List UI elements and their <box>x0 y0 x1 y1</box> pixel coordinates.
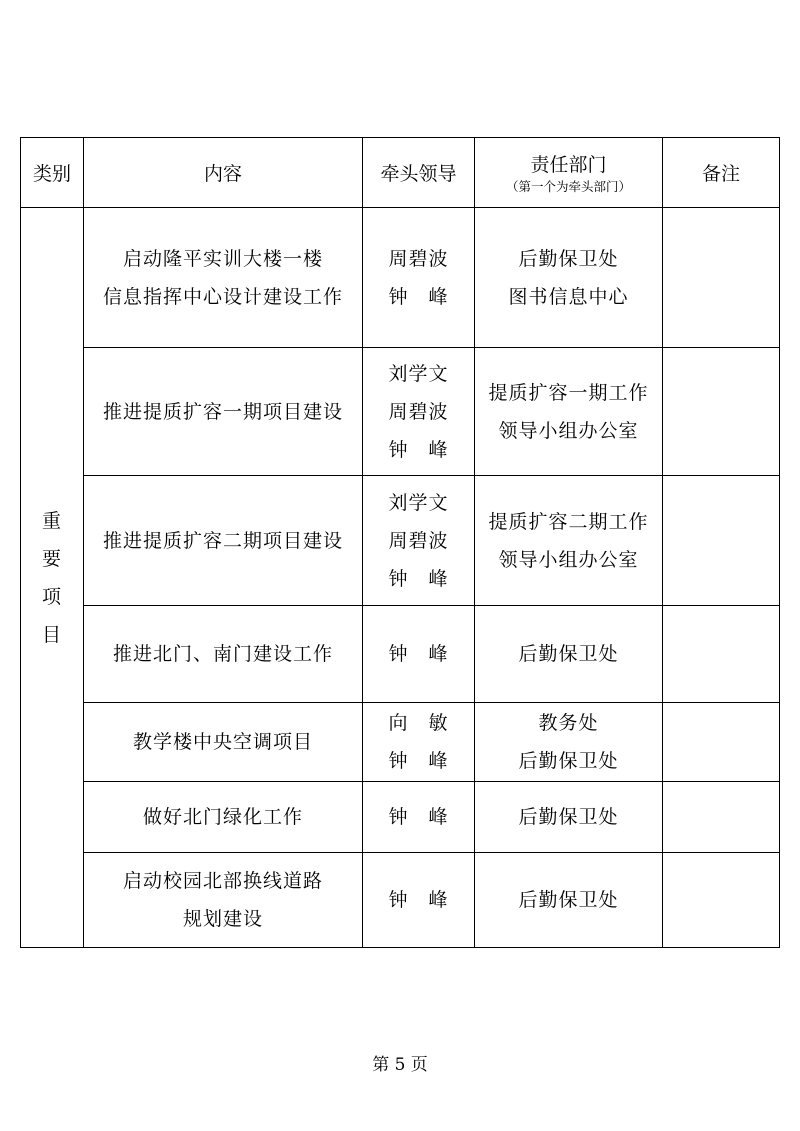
note-cell <box>663 476 780 606</box>
leader-cell-line: 刘学文 <box>388 491 449 514</box>
dept-cell-line: 后勤保卫处 <box>518 750 619 772</box>
leader-cell <box>363 208 475 348</box>
leader-cell-line: 钟 峰 <box>388 889 449 911</box>
content-cell <box>84 782 363 853</box>
table-row <box>21 853 780 948</box>
category-char: 重 <box>41 509 62 532</box>
content-cell-line: 推进提质扩容二期项目建设 <box>102 529 343 552</box>
note-cell <box>663 606 780 703</box>
dept-cell <box>475 782 663 853</box>
dept-cell <box>475 853 663 948</box>
note-cell <box>663 782 780 853</box>
leader-cell-line: 钟 峰 <box>388 567 449 590</box>
leader-cell <box>363 606 475 703</box>
leader-cell <box>363 348 475 476</box>
dept-cell-line: 后勤保卫处 <box>518 806 619 828</box>
category-char: 项 <box>41 585 62 608</box>
leader-cell-line: 钟 峰 <box>388 438 449 461</box>
dept-cell <box>475 476 663 606</box>
leader-cell <box>363 476 475 606</box>
table-row <box>21 208 780 348</box>
dept-cell-line: 领导小组办公室 <box>498 548 639 571</box>
leader-cell-line: 钟 峰 <box>388 285 449 308</box>
leader-cell-line: 向 敏 <box>388 712 449 734</box>
page-number: 第 5 页 <box>372 1055 428 1075</box>
leader-cell-line: 钟 峰 <box>388 643 449 665</box>
content-cell <box>84 208 363 348</box>
leader-cell <box>363 853 475 948</box>
dept-cell-line: 后勤保卫处 <box>518 643 619 665</box>
leader-cell <box>363 782 475 853</box>
content-cell-line: 信息指挥中心设计建设工作 <box>102 285 343 308</box>
content-cell-line: 启动隆平实训大楼一楼 <box>122 247 323 270</box>
content-cell-line: 推进北门、南门建设工作 <box>112 643 333 665</box>
header-dept <box>475 138 663 208</box>
dept-cell <box>475 348 663 476</box>
note-cell <box>663 208 780 348</box>
content-cell <box>84 476 363 606</box>
content-cell <box>84 703 363 782</box>
note-cell <box>663 703 780 782</box>
content-cell-line: 启动校园北部换线道路 <box>122 870 323 892</box>
dept-cell-line: 后勤保卫处 <box>518 889 619 911</box>
table-row <box>21 782 780 853</box>
leader-cell-line: 周碧波 <box>388 400 449 423</box>
category-cell <box>21 208 84 948</box>
dept-cell-line: 提质扩容二期工作 <box>488 510 649 533</box>
table-row <box>21 348 780 476</box>
dept-cell-line: 领导小组办公室 <box>498 419 639 442</box>
leader-cell-line: 刘学文 <box>388 362 449 385</box>
header-content: 内容 <box>84 138 363 208</box>
leader-cell-line: 钟 峰 <box>388 806 449 828</box>
header-row <box>21 138 780 208</box>
table-row <box>21 476 780 606</box>
category-char: 要 <box>41 547 62 570</box>
dept-cell-line: 图书信息中心 <box>508 285 629 308</box>
dept-cell <box>475 703 663 782</box>
header-leader: 牵头领导 <box>363 138 475 208</box>
dept-cell-line: 教务处 <box>538 712 599 734</box>
content-cell-line: 做好北门绿化工作 <box>142 806 303 828</box>
dept-cell <box>475 208 663 348</box>
content-cell-line: 推进提质扩容一期项目建设 <box>102 400 343 423</box>
note-cell <box>663 853 780 948</box>
leader-cell-line: 周碧波 <box>388 529 449 552</box>
header-note: 备注 <box>663 138 780 208</box>
category-char: 目 <box>41 623 62 646</box>
header-category: 类别 <box>21 138 84 208</box>
leader-cell <box>363 703 475 782</box>
content-cell-line: 教学楼中央空调项目 <box>132 731 313 753</box>
content-cell <box>84 348 363 476</box>
header-dept-note: （第一个为牵头部门） <box>505 179 631 194</box>
note-cell <box>663 348 780 476</box>
content-cell-line: 规划建设 <box>182 908 263 930</box>
table-row <box>21 606 780 703</box>
dept-cell-line: 提质扩容一期工作 <box>488 381 649 404</box>
leader-cell-line: 钟 峰 <box>388 750 449 772</box>
dept-cell-line: 后勤保卫处 <box>518 247 619 270</box>
table-row <box>21 703 780 782</box>
leader-cell-line: 周碧波 <box>388 247 449 270</box>
dept-cell <box>475 606 663 703</box>
project-table <box>20 137 780 948</box>
header-dept-label: 责任部门 <box>530 154 607 176</box>
content-cell <box>84 853 363 948</box>
table-body <box>21 208 780 948</box>
content-cell <box>84 606 363 703</box>
